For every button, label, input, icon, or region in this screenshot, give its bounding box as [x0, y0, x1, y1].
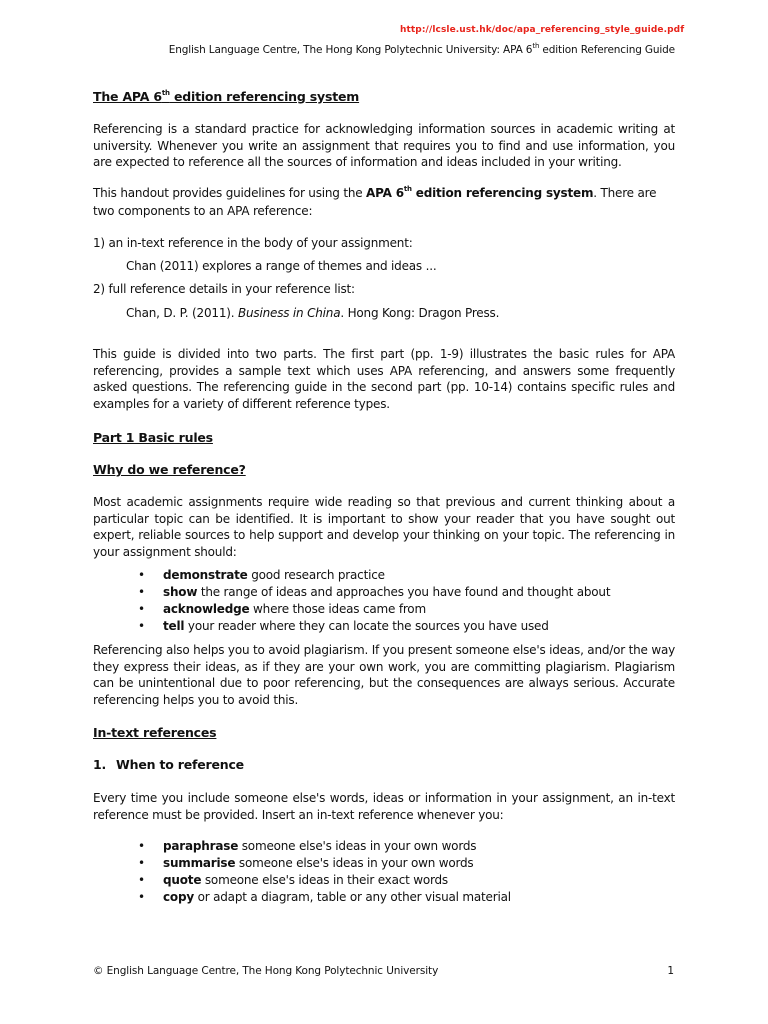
part1-heading: Part 1 Basic rules [93, 430, 213, 445]
reference-author: Chan, D. P. (2011). [126, 306, 238, 320]
running-header-sup: th [532, 41, 540, 50]
bullet-term: acknowledge [163, 602, 250, 616]
when-paragraph: Every time you include someone else's words, ideas or information in your assignment, an in-text reference must be provided. Insert an in-text reference whenever you: [93, 791, 675, 822]
bullet-icon: • [138, 839, 145, 853]
list-item [138, 584, 610, 601]
bullet-icon: • [138, 568, 145, 582]
bullet-term: summarise [163, 856, 236, 870]
when-heading [93, 757, 244, 772]
handout-bold: APA 6 [366, 186, 404, 200]
handout-line-1 [93, 186, 656, 200]
component-example-2 [126, 306, 499, 320]
bullet-text: your reader where they can locate the sources you have used [184, 619, 549, 633]
intext-heading: In-text references [93, 725, 217, 740]
title-sup: th [161, 88, 170, 97]
bullet-text: good research practice [247, 568, 385, 582]
when-bullet-list [138, 838, 511, 906]
bullet-text: the range of ideas and approaches you have found and thought about [197, 585, 611, 599]
page-footer: © English Language Centre, The Hong Kong Polytechnic University [93, 965, 439, 977]
bullet-text: someone else's ideas in their exact words [201, 873, 448, 887]
list-item [138, 889, 511, 906]
bullet-icon: • [138, 602, 145, 616]
list-item [138, 838, 511, 855]
running-header-text-end: edition Referencing Guide [539, 44, 675, 56]
bullet-icon: • [138, 619, 145, 633]
bullet-icon: • [138, 585, 145, 599]
handout-bold-end: edition referencing system [411, 186, 594, 200]
bullet-term: tell [163, 619, 185, 633]
bullet-term: show [163, 585, 198, 599]
title-text-end: edition referencing system [169, 89, 360, 104]
handout-line-2: two components to an APA reference: [93, 204, 313, 218]
why-paragraph: Most academic assignments require wide reading so that previous and current thinking about a particular topic can be identified. It is important to show your reader that you have sought out expert, reliable sources to help support and develop your thinking on your topic. The referencing in your assignment should: [93, 495, 675, 560]
component-item-2: 2) full reference details in your reference list: [93, 282, 355, 296]
bullet-term: demonstrate [163, 568, 248, 582]
bullet-text: someone else's ideas in your own words [238, 839, 477, 853]
title-text: The APA 6 [93, 89, 162, 104]
reference-title: Business in China [237, 306, 341, 320]
handout-text-end: . There are [593, 186, 657, 200]
when-heading-text: When to reference [116, 757, 244, 772]
bullet-term: quote [163, 873, 202, 887]
should-bullet-list [138, 567, 610, 635]
running-header-text: English Language Centre, The Hong Kong Polytechnic University: APA 6 [168, 44, 533, 56]
list-item [138, 855, 511, 872]
source-url[interactable]: http://lcsle.ust.hk/doc/apa_referencing_style_guide.pdf [400, 25, 685, 35]
bullet-term: paraphrase [163, 839, 239, 853]
handout-sup: th [403, 185, 412, 193]
plagiarism-paragraph: Referencing also helps you to avoid plagiarism. If you present someone else's ideas, and/or the way they express their ideas, as if they are your own work, you are committing plagiarism. Plagiarism can be unintentional due to poor referencing, but the consequences are always serious. Accurate referencing helps you to avoid this. [93, 643, 675, 708]
page-title [93, 89, 359, 104]
when-heading-number: 1. [93, 757, 107, 772]
list-item [138, 872, 511, 889]
bullet-icon: • [138, 856, 145, 870]
bullet-text: where those ideas came from [249, 602, 426, 616]
bullet-text: or adapt a diagram, table or any other visual material [193, 890, 511, 904]
running-header [160, 41, 675, 56]
bullet-text: someone else's ideas in your own words [235, 856, 474, 870]
bullet-term: copy [163, 890, 194, 904]
list-item [138, 567, 610, 584]
list-item [138, 618, 610, 635]
list-item [138, 601, 610, 618]
bullet-icon: • [138, 873, 145, 887]
bullet-icon: • [138, 890, 145, 904]
guide-paragraph: This guide is divided into two parts. The first part (pp. 1-9) illustrates the basic rules for APA referencing, provides a sample text which uses APA referencing, and answers some frequently asked questions. The referencing guide in the second part (pp. 10-14) contains specific rules and examples for a variety of different reference types. [93, 347, 675, 412]
handout-text: This handout provides guidelines for using the [93, 186, 367, 200]
component-example-1: Chan (2011) explores a range of themes and ideas ... [126, 259, 437, 273]
why-heading: Why do we reference? [93, 462, 246, 477]
reference-publisher: . Hong Kong: Dragon Press. [340, 306, 500, 320]
intro-paragraph: Referencing is a standard practice for acknowledging information sources in academic writing at university. Whenever you write an assignment that requires you to find and use information, you are expected to reference all the sources of information and ideas included in your writing. [93, 122, 675, 170]
page-number: 1 [667, 965, 674, 977]
component-item-1: 1) an in-text reference in the body of your assignment: [93, 236, 413, 250]
